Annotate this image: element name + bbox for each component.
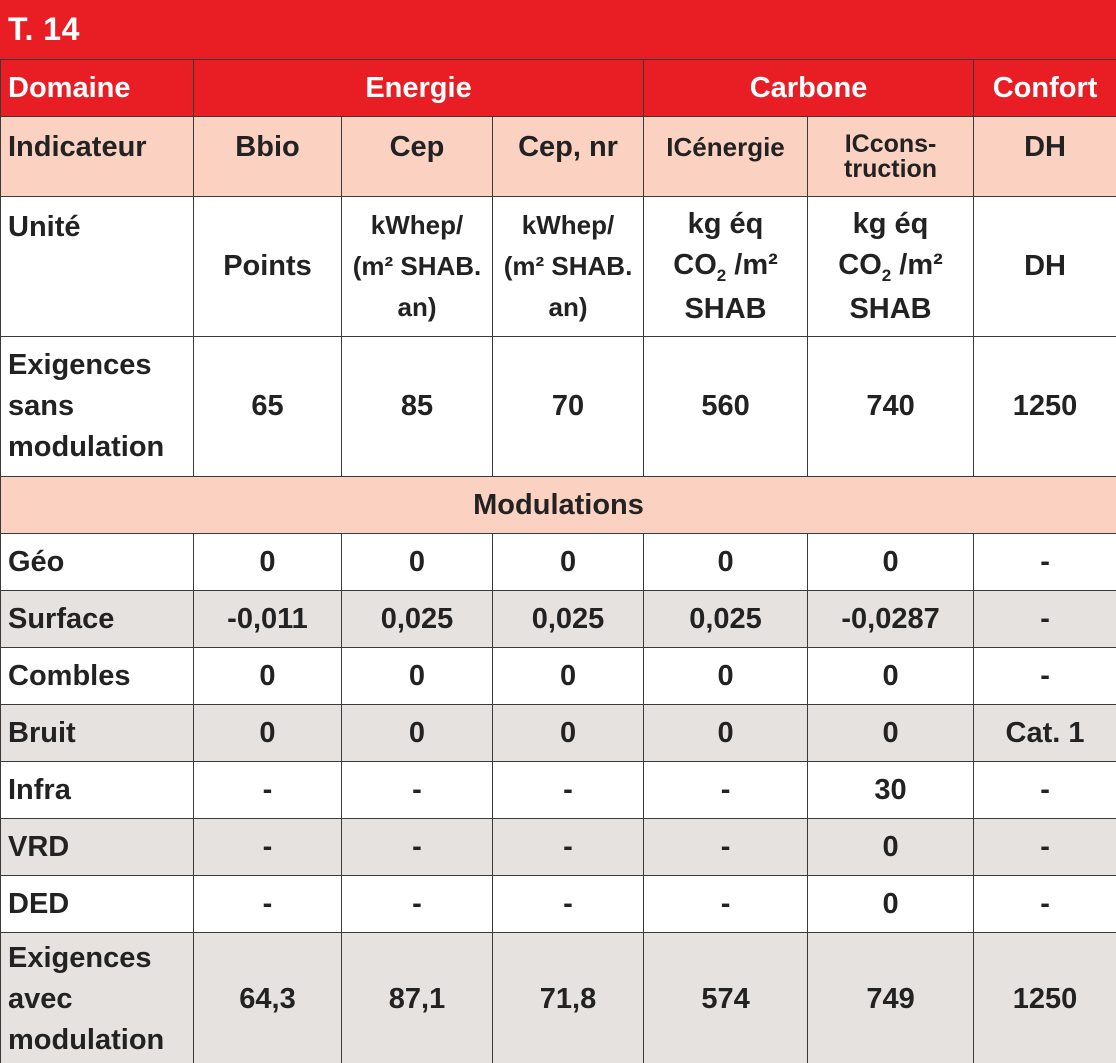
table-cell: 0: [342, 705, 493, 762]
table-cell: -: [493, 762, 644, 819]
table-cell: 574: [644, 933, 808, 1063]
table-cell: -: [493, 876, 644, 933]
unit-cepnr-line-1: kWhep/: [521, 210, 615, 240]
exigences-avec-line-3: modulation: [8, 1023, 165, 1056]
exigences-sans-line-3: modulation: [8, 431, 165, 463]
row-label: DED: [1, 876, 194, 933]
indicator-bbio: Bbio: [194, 117, 342, 197]
row-label: Bruit: [1, 705, 194, 762]
table-cell: 0: [194, 705, 342, 762]
modulations-row: [1, 477, 1116, 534]
table-cell: 1250: [974, 933, 1116, 1063]
unit-cep-line-1: kWhep/: [370, 210, 464, 240]
table-cell: 0: [644, 705, 808, 762]
exigences-sans-label: [1, 337, 194, 477]
exigences-sans-line-1: Exigences: [8, 349, 152, 381]
table-cell: 749: [808, 933, 974, 1063]
requirements-with-modulation-row: [1, 933, 1116, 1063]
table-cell: 0,025: [342, 591, 493, 648]
exigences-avec-line-1: Exigences: [8, 941, 152, 974]
table-cell: -: [644, 762, 808, 819]
table-cell: 0: [342, 648, 493, 705]
indicator-ic-construction: [808, 117, 974, 197]
unit-icc-line-2: $CO_2$ /m²: [838, 248, 943, 285]
row-label: VRD: [1, 819, 194, 876]
table-cell: 64,3: [194, 933, 342, 1063]
unit-ic-energie: [644, 197, 808, 337]
unit-icc-line-1: kg éq: [852, 207, 929, 240]
table-cell: Cat. 1: [974, 705, 1116, 762]
unit-icc-line-3: SHAB: [849, 292, 932, 325]
unit-ice-line-3: SHAB: [684, 292, 767, 325]
table-cell: 0: [808, 876, 974, 933]
row-label: Géo: [1, 534, 194, 591]
table-cell: -: [194, 762, 342, 819]
row-label: Infra: [1, 762, 194, 819]
unit-bbio: Points: [194, 197, 342, 337]
indicator-row: [1, 117, 1116, 197]
row-label: Combles: [1, 648, 194, 705]
table-cell: -: [194, 819, 342, 876]
table-cell: -0,0287: [808, 591, 974, 648]
unit-dh: DH: [974, 197, 1116, 337]
unit-cep-line-3: an): [397, 292, 437, 322]
table-cell: 70: [493, 337, 644, 477]
carbone-header: Carbone: [644, 60, 974, 117]
table-cell: -: [342, 819, 493, 876]
table-cell: -: [342, 762, 493, 819]
table-cell: 0: [644, 648, 808, 705]
indicator-cep-nr: Cep, nr: [493, 117, 644, 197]
table-cell: 85: [342, 337, 493, 477]
unit-row: [1, 197, 1116, 337]
table-cell: -: [974, 534, 1116, 591]
row-label: Surface: [1, 591, 194, 648]
table-row: [1, 534, 1116, 591]
table-cell: -: [974, 876, 1116, 933]
table-cell: -0,011: [194, 591, 342, 648]
unit-cep-line-2: (m² SHAB.: [352, 251, 482, 281]
table-cell: 0: [493, 648, 644, 705]
table-cell: 30: [808, 762, 974, 819]
table-cell: -: [974, 819, 1116, 876]
table-cell: 0,025: [644, 591, 808, 648]
table-cell: 740: [808, 337, 974, 477]
table-row: [1, 648, 1116, 705]
table-cell: 0: [493, 705, 644, 762]
requirements-table: [0, 59, 1116, 1063]
table-cell: 0: [808, 534, 974, 591]
table-cell: 71,8: [493, 933, 644, 1063]
confort-header: Confort: [974, 60, 1116, 117]
table-cell: -: [974, 762, 1116, 819]
unite-label: Unité: [1, 197, 194, 337]
table-cell: 87,1: [342, 933, 493, 1063]
ic-construction-line-1: ICcons-: [844, 130, 937, 158]
table-cell: -: [974, 648, 1116, 705]
modulations-header: Modulations: [1, 477, 1116, 534]
unit-ice-line-2: $CO_2$ /m²: [673, 248, 778, 285]
table-cell: 0: [194, 648, 342, 705]
unit-cepnr-line-3: an): [548, 292, 588, 322]
table-cell: -: [342, 876, 493, 933]
table-cell: 0: [194, 534, 342, 591]
domaine-header: Domaine: [1, 60, 194, 117]
table-cell: 0: [644, 534, 808, 591]
table-cell: 0: [493, 534, 644, 591]
table-cell: 0: [808, 705, 974, 762]
table-cell: 0: [808, 648, 974, 705]
unit-cep: [342, 197, 493, 337]
exigences-avec-label: [1, 933, 194, 1063]
table-title: T. 14: [0, 0, 1116, 59]
table-cell: -: [974, 591, 1116, 648]
indicator-cep: Cep: [342, 117, 493, 197]
table-row: [1, 819, 1116, 876]
table-row: [1, 876, 1116, 933]
domain-row: [1, 60, 1116, 117]
table-cell: 560: [644, 337, 808, 477]
table-cell: -: [644, 819, 808, 876]
table-cell: 65: [194, 337, 342, 477]
table-cell: -: [493, 819, 644, 876]
table-cell: 0: [808, 819, 974, 876]
indicator-dh: DH: [974, 117, 1116, 197]
exigences-avec-line-2: avec: [8, 982, 73, 1015]
table-cell: -: [644, 876, 808, 933]
unit-ic-construction: [808, 197, 974, 337]
table-row: [1, 591, 1116, 648]
unit-cepnr-line-2: (m² SHAB.: [503, 251, 633, 281]
requirements-without-modulation-row: [1, 337, 1116, 477]
unit-ice-line-1: kg éq: [687, 207, 764, 240]
indicator-ic-energie: ICénergie: [644, 117, 808, 197]
table-cell: 0,025: [493, 591, 644, 648]
energie-header: Energie: [194, 60, 644, 117]
ic-construction-line-2: truction: [844, 155, 938, 183]
table-cell: 0: [342, 534, 493, 591]
unit-cep-nr: [493, 197, 644, 337]
exigences-sans-line-2: sans: [8, 390, 75, 422]
indicateur-label: Indicateur: [1, 117, 194, 197]
table-cell: -: [194, 876, 342, 933]
table-cell: 1250: [974, 337, 1116, 477]
table-row: [1, 762, 1116, 819]
table-row: [1, 705, 1116, 762]
